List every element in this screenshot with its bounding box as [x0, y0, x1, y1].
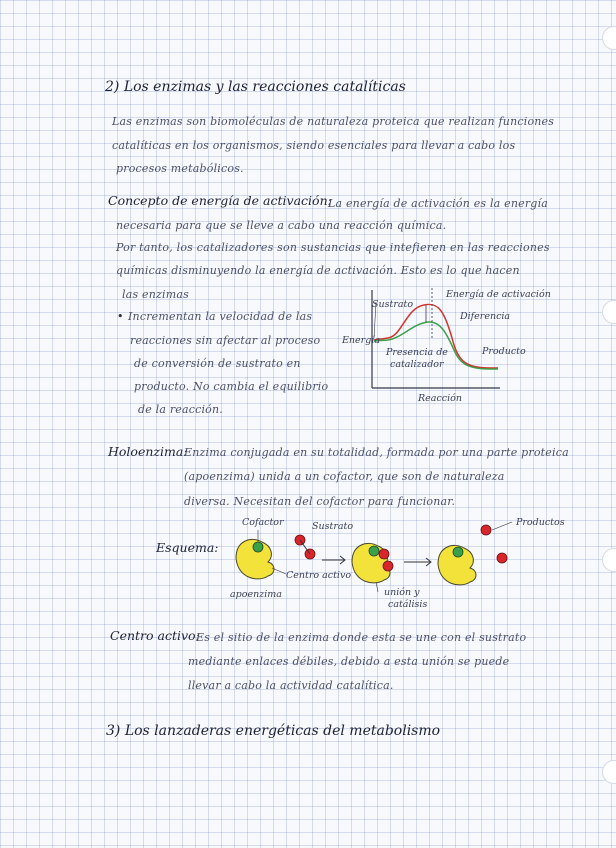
scheme-products-label: Productos [516, 517, 565, 528]
cofactor-2 [369, 546, 379, 556]
section-2-title: 2) Los enzimas y las reacciones catalíticas [105, 79, 406, 95]
scheme-cofactor-label: Cofactor [242, 517, 284, 528]
binder-hole [602, 300, 616, 324]
holoenzyme-line-3: diversa. Necesitan del cofactor para funcionar. [184, 495, 456, 508]
section-3-title: 3) Los lanzaderas energéticas del metabolismo [106, 723, 441, 739]
bullet-dot: • [117, 310, 124, 323]
bound-substrate-2 [383, 561, 393, 571]
scheme-label: Esquema: [156, 540, 219, 555]
bullet-line-2: reacciones sin afectar al proceso [130, 334, 321, 347]
graph-difference-label: Diferencia [460, 311, 511, 322]
activation-line-5: las enzimas [122, 288, 189, 301]
bound-substrate-1 [379, 549, 389, 559]
graph-x-label: Reacción [418, 393, 462, 404]
scheme-apoenzyme-label: apoenzima [230, 589, 282, 600]
intro-line-3: procesos metabólicos. [116, 162, 244, 175]
binder-hole [602, 548, 616, 572]
product-2 [497, 553, 507, 563]
holoenzyme-heading: Holoenzima: [108, 444, 188, 459]
holoenzyme-line-2: (apoenzima) unida a un cofactor, que son de naturaleza [184, 470, 505, 483]
intro-line-2: catalíticas en los organismos, siendo esenciales para llevar a cabo los [112, 139, 516, 152]
graph-substrate-label: Sustrato [372, 299, 414, 310]
bullet-line-1: Incrementan la velocidad de las [128, 310, 313, 323]
binder-hole [602, 760, 616, 784]
bullet-line-4: producto. No cambia el equilibrio [134, 380, 329, 393]
scheme-substrate-label: Sustrato [312, 521, 354, 532]
cofactor-3 [453, 547, 463, 557]
substrate-bond [300, 540, 310, 554]
bullet-line-3: de conversión de sustrato en [134, 357, 301, 370]
scheme-union-label-1: unión y [384, 587, 420, 598]
graph-ea-label: Energía de activación [446, 289, 551, 300]
graph-product-label: Producto [482, 346, 526, 357]
activation-line-3: Por tanto, los catalizadores son sustancias que intefieren en las reacciones [116, 241, 550, 254]
cofactor-1 [253, 542, 263, 552]
holoenzyme-line-1: Enzima conjugada en su totalidad, formada por una parte proteica [184, 446, 569, 459]
graph-catalyst-label-2: catalizador [390, 359, 444, 370]
active-center-heading: Centro activo: [110, 628, 200, 643]
products-pointer [492, 522, 512, 530]
activation-line-2: necesaria para que se lleve a cabo una reacción química. [116, 219, 447, 232]
activation-line-1: La energía de activación es la energía [328, 197, 548, 210]
scheme-union-label-2: catálisis [388, 599, 428, 610]
active-center-line-1: Es el sitio de la enzima donde esta se une con el sustrato [196, 631, 527, 644]
active-center-line-2: mediante enlaces débiles, debido a esta unión se puede [188, 655, 510, 668]
activation-line-4: químicas disminuyendo la energía de activación. Esto es lo que hacen [116, 264, 520, 277]
graph-catalyst-label-1: Presencia de [386, 347, 448, 358]
graph-y-label: Energía [342, 335, 380, 346]
union-pointer [376, 582, 378, 592]
enzyme-scheme [226, 518, 526, 618]
intro-line-1: Las enzimas son biomoléculas de naturaleza proteica que realizan funciones [112, 115, 555, 128]
bullet-line-5: de la reacción. [138, 403, 223, 416]
scheme-active-center-label: Centro activo [286, 570, 352, 581]
active-center-line-3: llevar a cabo la actividad catalítica. [188, 679, 394, 692]
product-1 [481, 525, 491, 535]
activation-heading: Concepto de energía de activación: [108, 193, 332, 208]
binder-hole [602, 26, 616, 50]
